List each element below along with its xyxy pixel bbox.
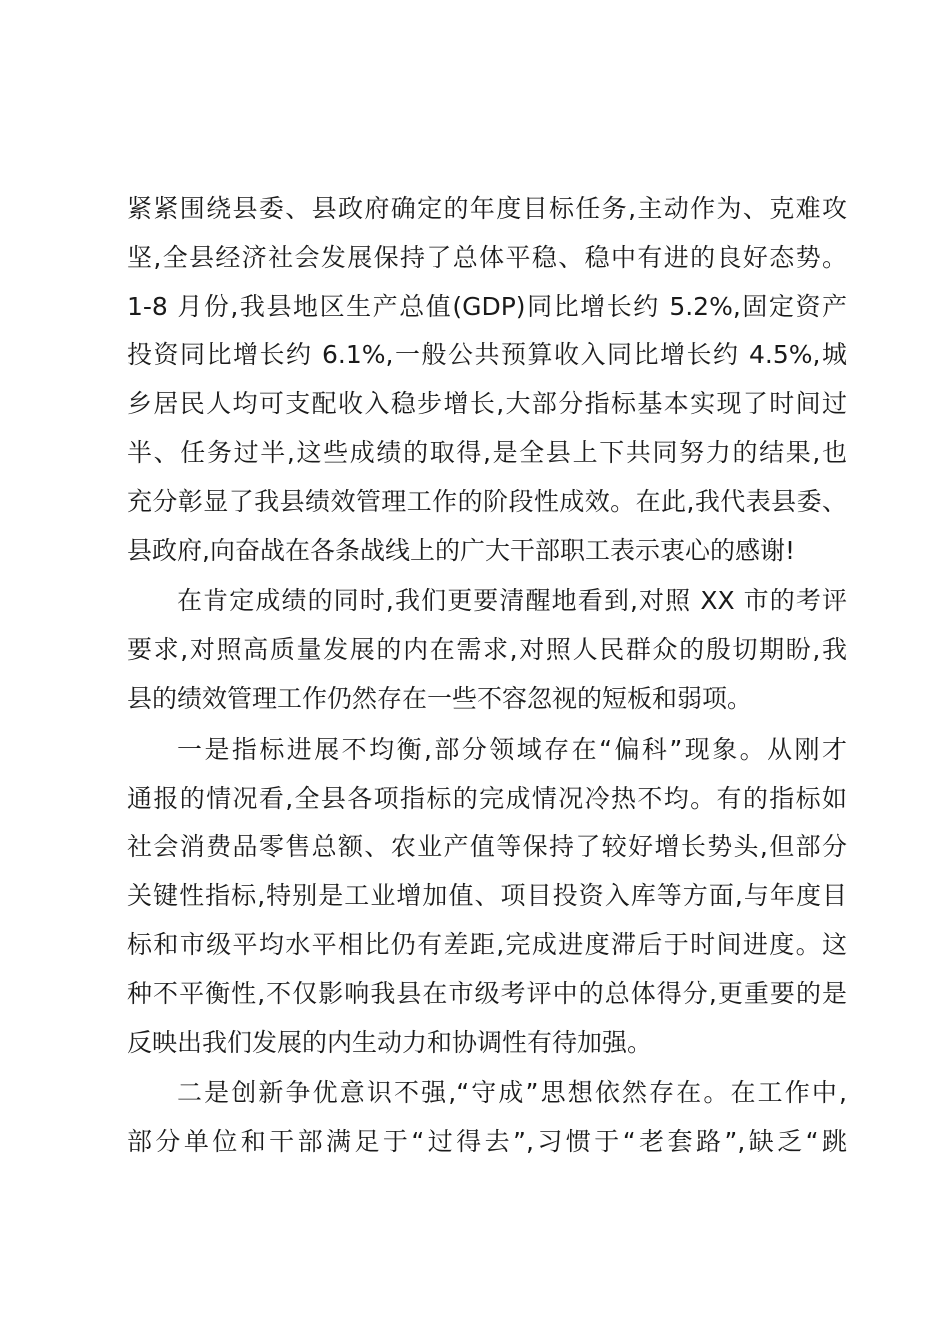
text-line: 通报的情况看,全县各项指标的完成情况冷热不均。有的指标如 [127, 783, 847, 813]
text-line: 县的绩效管理工作仍然存在一些不容忽视的短板和弱项。 [127, 683, 753, 713]
text-line: 紧紧围绕县委、县政府确定的年度目标任务,主动作为、克难攻 [127, 194, 847, 223]
text-line: 坚,全县经济社会发展保持了总体平稳、稳中有进的良好态势。 [127, 242, 847, 272]
text-line: 投资同比增长约 6.1%,一般公共预算收入同比增长约 4.5%,城 [127, 340, 847, 370]
text-line: 标和市级平均水平相比仍有差距,完成进度滞后于时间进度。这 [127, 929, 847, 959]
text-line: 县政府,向奋战在各条战线上的广大干部职工表示衷心的感谢! [127, 535, 795, 565]
text-line: 1-8 月份,我县地区生产总值(GDP)同比增长约 5.2%,固定资产 [127, 291, 847, 321]
text-line: 二是创新争优意识不强,“守成”思想依然存在。在工作中, [177, 1078, 847, 1108]
paragraph-shortcomings-intro [127, 577, 847, 723]
text-line: 关键性指标,特别是工业增加值、项目投资入库等方面,与年度目 [127, 881, 847, 911]
text-line: 部分单位和干部满足于“过得去”,习惯于“老套路”,缺乏“跳 [127, 1127, 847, 1157]
text-line: 种不平衡性,不仅影响我县在市级考评中的总体得分,更重要的是 [127, 978, 847, 1008]
paragraph-point-two [127, 1069, 847, 1167]
document-body [127, 185, 847, 1167]
text-line: 一是指标进展不均衡,部分领域存在“偏科”现象。从刚才 [177, 734, 847, 764]
paragraph-point-one [127, 726, 847, 1068]
text-line: 反映出我们发展的内生动力和协调性有待加强。 [127, 1027, 653, 1057]
paragraph-achievements [127, 185, 847, 575]
text-line: 要求,对照高质量发展的内在需求,对照人民群众的殷切期盼,我 [127, 635, 847, 665]
text-line: 在肯定成绩的同时,我们更要清醒地看到,对照 XX 市的考评 [177, 586, 847, 616]
text-line: 充分彰显了我县绩效管理工作的阶段性成效。在此,我代表县委、 [127, 486, 847, 516]
text-line: 乡居民人均可支配收入稳步增长,大部分指标基本实现了时间过 [127, 389, 847, 419]
text-line: 社会消费品零售总额、农业产值等保持了较好增长势头,但部分 [127, 832, 847, 862]
text-line: 半、任务过半,这些成绩的取得,是全县上下共同努力的结果,也 [127, 437, 847, 467]
